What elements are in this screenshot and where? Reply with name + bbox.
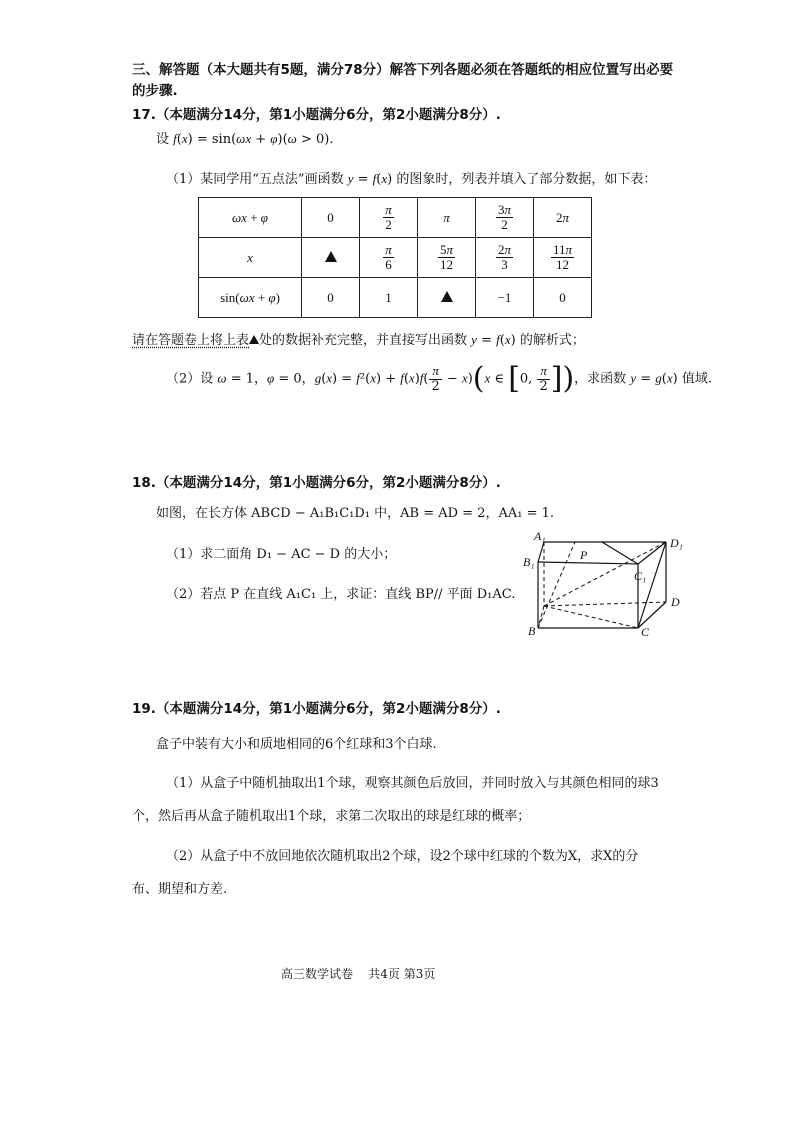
table-cell: 0 [302,198,360,238]
q18-header: 18.（本题满分14分，第1小题满分6分，第2小题满分8分）. [132,475,501,491]
cuboid-figure [520,528,690,643]
q19-part2-line2: 布、期望和方差. [132,882,228,897]
label-d1: D₁ [670,536,683,550]
table-cell: $\frac{\pi}{2}$ [360,198,418,238]
table-cell: $\frac{2\pi}{3}$ [476,238,534,278]
q19-intro: 盒子中装有大小和质地相同的6个红球和3个白球. [156,737,437,752]
q19-part2-line1: （2）从盒子中不放回地依次随机取出2个球，设2个球中红球的个数为X，求X的分 [166,849,639,864]
table-row-label: sin(ωx + φ) [199,278,302,318]
table-cell: $\frac{\pi}{6}$ [360,238,418,278]
page-footer: 高三数学试卷 共4页 第3页 [281,967,436,981]
table-cell: 2π [534,198,592,238]
label-b1: B₁ [523,555,535,569]
table-cell: 0 [534,278,592,318]
table-cell: π [418,198,476,238]
table-cell: $\frac{11\pi}{12}$ [534,238,592,278]
table-row [199,278,592,318]
table-cell: $\frac{5\pi}{12}$ [418,238,476,278]
q17-intro: 设 f(x) = sin(ωx + φ)(ω > 0). [156,131,334,147]
q17-part2: （2）设 ω = 1，φ = 0，g(x) = f²(x) + f(x)f( $\frac{\pi}{2}$ − x)(x ∈ [0, $\frac{\pi}{2}$ ])，求函数 y = g(x) 值域. [166,361,712,396]
label-c1: C₁ [634,569,647,583]
label-p: P [580,548,588,562]
q18-part2: （2）若点 P 在直线 A₁C₁ 上，求证：直线 BP// 平面 D₁AC. [166,587,516,602]
table-cell: 0 [302,278,360,318]
table-row-label: x [199,238,302,278]
table-cell [302,238,360,278]
q17-header: 17.（本题满分14分，第1小题满分6分，第2小题满分8分）. [132,107,501,123]
triangle-icon [249,335,259,344]
section-title-line1: 三、解答题（本大题共有5题，满分78分）解答下列各题必须在答题纸的相应位置写出必要 [132,62,674,78]
label-d: D [671,595,680,609]
q17-part1: （1）某同学用“五点法”画函数 y = f(x) 的图象时，列表并填入了部分数据，如下表： [166,171,657,187]
table-cell: 1 [360,278,418,318]
q19-part1-line2: 个，然后再从盒子随机取出1个球，求第二次取出的球是红球的概率； [132,809,531,824]
table-row [199,238,592,278]
table-cell: $\frac{3\pi}{2}$ [476,198,534,238]
triangle-icon [325,251,337,262]
triangle-icon [441,291,453,302]
section-title-line2: 的步骤. [132,83,178,99]
five-point-table [198,197,592,318]
q18-intro: 如图，在长方体 ABCD − A₁B₁C₁D₁ 中，AB = AD = 2，AA₁ = 1. [156,506,555,521]
label-c: C [641,625,650,639]
q19-part1-line1: （1）从盒子中随机抽取出1个球，观察其颜色后放回，并同时放入与其颜色相同的球3 [166,776,659,791]
table-cell [418,278,476,318]
q17-fill-instruction: 请在答题卷上将上表 处的数据补充完整，并直接写出函数 y = f(x) 的解析式； [132,332,585,348]
table-row [199,198,592,238]
table-cell: −1 [476,278,534,318]
table-row-label: ωx + φ [199,198,302,238]
q18-part1: （1）求二面角 D₁ − AC − D 的大小； [166,547,397,562]
q19-header: 19.（本题满分14分，第1小题满分6分，第2小题满分8分）. [132,701,501,717]
label-a1: A₁ [534,529,546,543]
label-b: B [528,624,536,638]
